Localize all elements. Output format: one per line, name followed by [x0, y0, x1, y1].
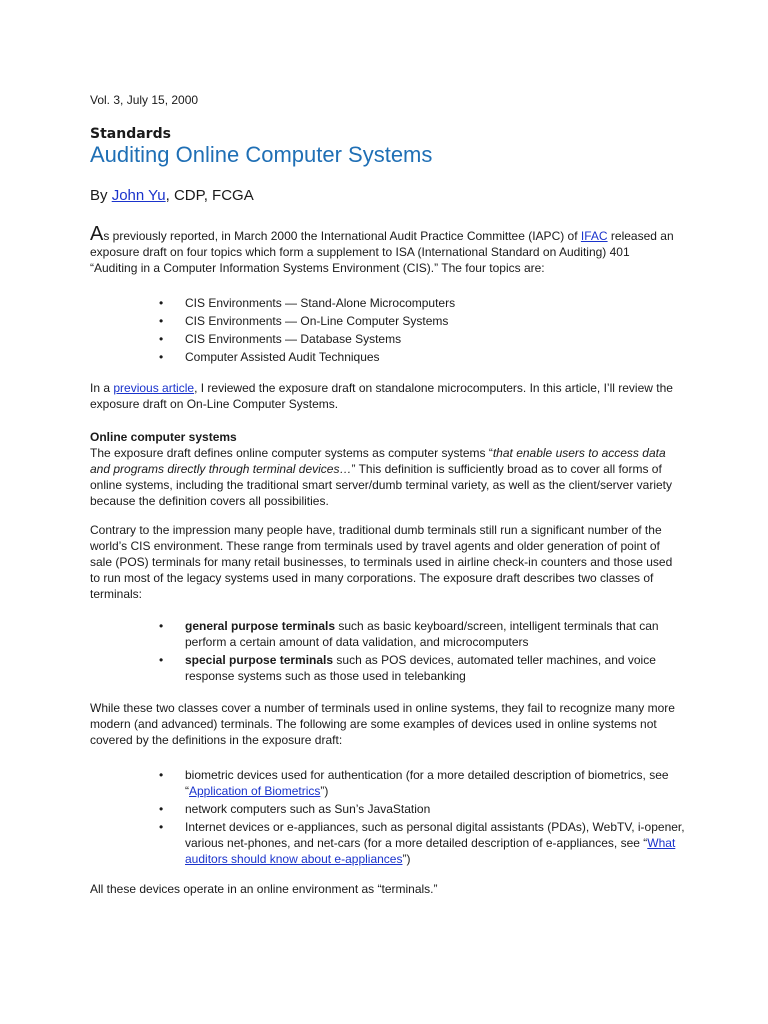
bullet-icon: • [159, 768, 164, 782]
bullet-icon: • [159, 619, 164, 633]
bullet-icon: • [159, 653, 164, 667]
list-item: • general purpose terminals such as basic keyboard/screen, intelligent terminals that can perform a certain amount of data validation, and microcomputers [159, 619, 659, 649]
intro-paragraph: As previously reported, in March 2000 the International Audit Practice Committee (IAPC) of IFAC released an exposure draft on four topics which form a supplement to ISA (International Standard on Auditing) 401 “Auditing in a Computer Information Systems Environment (CIS).” The four topics are: [90, 223, 674, 275]
issue-date: Vol. 3, July 15, 2000 [90, 93, 199, 107]
terminal-classes-list [159, 618, 690, 684]
list-item: • Computer Assisted Audit Techniques [159, 350, 380, 364]
modern-terminals-paragraph: While these two classes cover a number of terminals used in online systems, they fail to recognize many more modern (and advanced) terminals. The following are some examples of devices used in online systems not covered by the definitions in the exposure draft: [90, 701, 675, 747]
bullet-icon: • [159, 296, 164, 310]
byline [90, 187, 254, 204]
author-link[interactable]: John Yu [111, 187, 166, 204]
bullet-icon: • [159, 820, 164, 834]
list-item: • CIS Environments — Database Systems [159, 332, 402, 346]
bullet-icon: • [159, 350, 164, 364]
definition-quote: that enable users to access data and programs directly through terminal devices… [90, 446, 666, 476]
list-item: • network computers such as Sun’s JavaStation [159, 802, 431, 816]
bullet-icon: • [159, 314, 164, 328]
drop-cap: A [90, 223, 104, 245]
previous-article-paragraph: In a previous article, I reviewed the exposure draft on standalone microcomputers. In this article, I’ll review the exposure draft on On-Line Computer Systems. [90, 381, 673, 411]
byline-prefix: By [90, 187, 112, 204]
bullet-icon: • [159, 802, 164, 816]
ifac-link[interactable]: IFAC [580, 229, 608, 243]
list-item: • CIS Environments — On-Line Computer Systems [159, 314, 449, 328]
online-definition-paragraph: The exposure draft defines online computer systems as computer systems “that enable users to access data and programs directly through terminal devices…” This definition is sufficiently broad as to cover all forms of online systems, including the traditional smart server/dumb terminal variety, as well as the client/server variety because the definition covers all possibilities. [90, 446, 673, 508]
bullet-icon: • [159, 332, 164, 346]
biometrics-link[interactable]: Application of Biometrics [189, 784, 321, 798]
list-item: • Internet devices or e-appliances, such as personal digital assistants (PDAs), WebTV, i-opener, various net-phones, and net-cars (for a more detailed description of e-appliances, see “What auditors should know about e-appliances”) [159, 820, 685, 866]
section-heading: Online computer systems [90, 430, 237, 444]
devices-list [159, 767, 690, 867]
online-systems-section [90, 429, 680, 509]
dumb-terminals-paragraph: Contrary to the impression many people have, traditional dumb terminals still run a significant number of the world’s CIS environment. These range from terminals used by travel agents and older generation of point of sale (POS) terminals for many retail businesses, to terminals used in airline check-in counters and those used to run most of the legacy systems used in many corporations. The exposure draft describes two classes of terminals: [90, 523, 673, 601]
byline-credentials: , CDP, FCGA [165, 187, 254, 204]
previous-article-link[interactable]: previous article [113, 381, 195, 395]
topics-list [159, 295, 690, 365]
closing-paragraph: All these devices operate in an online environment as “terminals.” [90, 882, 438, 896]
list-item: • CIS Environments — Stand-Alone Microcomputers [159, 296, 456, 310]
list-item: • special purpose terminals such as POS devices, automated teller machines, and voice response systems such as those used in telebanking [159, 653, 656, 683]
e-appliances-link[interactable]: What auditors should know about e-appliances [185, 836, 676, 866]
list-item: • biometric devices used for authentication (for a more detailed description of biometrics, see “Application of Biometrics”) [159, 768, 669, 798]
article-title: Auditing Online Computer Systems [90, 142, 433, 167]
section-label: Standards [90, 126, 171, 142]
